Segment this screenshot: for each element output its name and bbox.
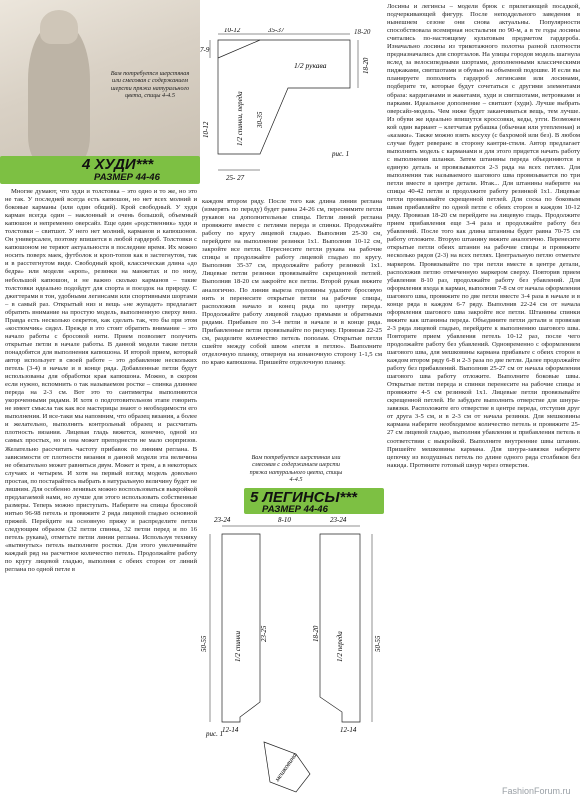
leg-bottom-left: 12-14 bbox=[222, 726, 239, 734]
leg-rise-right: 18-20 bbox=[312, 625, 320, 642]
leggings-size: РАЗМЕР 44-46 bbox=[262, 504, 328, 515]
pattern-top-left: 10-12 bbox=[224, 28, 241, 34]
leg-front-outline bbox=[320, 534, 360, 722]
raglan-line bbox=[218, 40, 260, 58]
pattern-right-label: 18-20 bbox=[354, 28, 371, 36]
model-hood bbox=[40, 10, 78, 44]
pattern-fig: рис. 1 bbox=[332, 150, 350, 158]
leg-top-left: 23-24 bbox=[214, 516, 231, 524]
pattern-body-height: 30-35 bbox=[256, 111, 264, 128]
hoodie-pattern bbox=[200, 28, 380, 196]
pattern-width: 25- 27 bbox=[226, 174, 245, 182]
leg-top-right: 23-24 bbox=[330, 516, 347, 524]
leg-right-label: 1/2 переда bbox=[336, 631, 344, 662]
pattern-body-label: 1/2 спинки, переда bbox=[236, 91, 244, 146]
pattern-hem: 10-12 bbox=[202, 121, 210, 138]
leggings-paragraph: Лосины и легинсы – модели брюк с прилегающей посадкой, подчеркивающей фигуру. После неподдельного заведения в нынешнем сезоне они снова актуальны. Популярности способствовала всемирная ностальгия по 90-м, а в те годы лосины считались по-настоящему культовым предметом гардероба. Изначально лосины из трикотажного полотна разной плотности предназначались для спортзалов. На улицы городов модель шагнула вслед за велосипедными шортами, дополненными классическими пиджаками, свитшотами и обувью на объемной подошве. И если вы планируете пополнить гардероб легинсами или лосинами, подберите те, которые будут сочетаться с другими элементами образа: кардиганами и жакетами, худи и свитшотами, ветровками и парками. Идеальное дополнение – свитшот (худи). Лучше выбрать оверсайз-модель. Чем ниже будет заканчиваться вещь, тем лучше. Из обуви же идеально впишутся кроссовки, кеды, угги. Возможен кой один вариант – клетчатая рубашка (обычная или утепленная) и «казаки». Также можно взять косуху (с бахромой или без). В любом случае будет реверанс в сторону кантри-стиля. Автор предлагает выполнить модель с карманами и для этого придется начать работу с выполнения шланки. Затем штанины переда объединяются в единую деталь и провязываются 2-3 ряда на всех петлях. Для выполнения так называемого шагового шва провязывается по три петли вместе в центре детали. Итак... Для штанины наберите на спицы 40-42 петли и продолжите работу резинкой 1x1. Лицевые петли провязывайте скрещенной петлей. Для соска по боковым швам прибавляйте по одной петле с обеих сторон в каждом 10-12 ряду. Провязав 18-20 см перейдите на лицевую гладь. Продолжите прием прибавления еще 3-4 раза и продолжайте работу без убавлений. После того как длина штанины будет равна 70-75 см работу отложите. Вторую штанину вяжите аналогично. Перенесите открытые петли обеих штанин на рабочие спицы и провяжите несколько рядов (2-3) на всех петлях. Центральную петлю отметьте маркером. Провязывайте по три петли вместе в центре детали, расположив петлю отмеченную маркером сверху. Повторив прием убавления 8-10 раз, продолжайте работу без убавлений. Для оформления входа в карман, выполнив 7-8 см от начала оформления шагового шва, провяжите по две петли вместе 3-4 раза в начале и в конце ряда в каждом 6-7 ряду. Выполнив 22-24 см от начала оформления шагового шва закройте все петли. Штанины спинки вяжите как штанины переда. Объедините петли детали и провязав 2-3 ряда лицевой гладью, перейдите к выполнению шагового шва. Повторите прием убавления петель 10-12 раз, после чего продолжайте работу без убавлений. Одновременно с оформлением шагового шва, для мешковины кармана прибавьте с обеих сторон в каждом втором ряду 6-8 и 2-3 раза по две петли. Далее продолжайте работу без прибавлений. Выполнив 25-27 см от начала оформления шагового шва работу отложите. Выполните боковые швы. Открытые петли переда и спинки перенесите на рабочие спицы и провяжите 4-5 см резинкой 1x1. Лицевые петли провязывайте скрещенной петлей. Не забудьте выполнить отверстие для шнура-завязки. Расположите его отверстие в центре переда, отступив друг от друга 3-5 см, и в 2-3 см от начала резинки. Для мешковины кармана наберите необходимое количество петель и провяжите 25-27 см лицевой гладью, выполняя убавления и прибавления петель в соответствии с выкройкой. Выполните внутренние швы штанин. Пришейте мешковины кармана. Для шнура-завязки наберите цепочку из воздушных петель по длине одного ряда столбиков без накида. Протяните готовый шнур через отверстия. bbox=[387, 3, 580, 469]
hoodie-materials: Вам потребуется шерстяная или смесовая с содержанием шерсти пряжа натурального цвета, спицы 4-4.5 bbox=[110, 70, 190, 100]
hoodie-paragraph-1: Многие думают, что худи и толстовка – это одно и то же, но это не так. У последней всегда есть капюшон, но нет всех молний и боковые карманы (или один общий). Крой свободный. У худи карман всегда один – наклонный и очень большой, объемный капюшон и непременно оверсайз. Еще один «родственник» худи и толстовки – свитшот. У него нет молний, карманов и капюшонов. Он универсален, поэтому впишется в любой гардероб. Толстовки с капюшоном не теряют актуальности в последние время. Их можно носить поверх маек, футболок и кроп-топов как в застегнутом, так и в расстегнутом виде. Свободный крой, классическая длина «до бедра» или модели «кроп», резинки на манжетах и по низу, небольшой капюшон, и не важно сколько карманов – такие толстовки идеально подойдут для спорта и поездок на природу. С джегтерами в тон, удобными легинсами или спортивными шортами – в самый раз. Открытый низ и вещь «не жупадет» предлагает обратить внимание на простую модель, выполненную сверху вниз. Правда есть несколько секретов, как сделать так, что бы при этом «костюмчик» сидел. Прежде в это стоит обратить внимание – это начало работы с бросовой нити. Прием позволяет получить открытые петли в начале работы. В данной модели такие петли понадобятся для выполнения капюшона. И второй прием, который автор использует в своей работе – это добавление нескольких петель (3-4) в начале и в конце ряда. Добавленные петли будут использованы для обработки края капюшона. Можно, в скором если нужно, вспомнить о так называемом ростке – спинка длиннее переда на 2-3 см. Вот это то сантиметры выполняются укороченными рядами. И хотя о подготовительном этапе говорить не имеет смысла так как все мастерицы знают о необходимости его выполнения. И все-таки мы напомним, что образец вязания, а более и желательно, выполнить контрольный образец и рассчитать плотность вязания. Лицевая гладь вяжется, конечно, одной из самых простых, но и она может преподнести не мало сюрпризов. Желательно рассчитать частоту прибавок по линиям реглана. В зависимости от плотности вязания в данной модели эта величина не обязательно может равняться двум. Может и трем, а в некоторых случаях и четырем. И хотя на первый взгляд модель довольно простая, по постарайтесь выбрать в натуральную величину будет не лишним. Для особенно ленивых можно воспользоваться выкройкой предлагаемой нами, но лучше для этого использовать собственные размеры. Теперь можно приступать. Наберите на спицы бросовой нитью 96-98 петель и провяжите 2 ряда лицевой гладью основной пряжей. Перейдите на основную пряжу и распределите петли следующим образом (32 петли спинка, 32 петли перед и по 16 петель рукава), отметьте петли линии реглана. Используя технику «вытянутых» петель выполните ростки. Для этого увеличивайте каждый ряд на расчетное количество петель. Продолжайте работу по кругу лицевой гладью, выполняя с обеих сторон от линий реглана по одной петле в bbox=[5, 188, 197, 574]
leggings-materials: Вам потребуется шерстяная или смесовая с содержанием шерсти пряжа натурального цвета, спицы 4-4.5 bbox=[249, 454, 343, 484]
pattern-cuff: 18-20 bbox=[362, 57, 370, 74]
leg-side-h1: 50-55 bbox=[200, 635, 208, 652]
leg-left-label: 1/2 спинки bbox=[234, 630, 242, 662]
pattern-raglan: 7-9 bbox=[200, 46, 210, 54]
leggings-text-col3 bbox=[387, 3, 580, 783]
pattern-sleeve-half: 1/2 рукава bbox=[294, 61, 327, 70]
leggings-title: 5 ЛЕГИНСЫ*** bbox=[250, 489, 357, 506]
hoodie-title: 4 ХУДИ*** bbox=[82, 156, 154, 173]
leg-fig: рис. 1 bbox=[206, 730, 224, 738]
watermark: FashionForum.ru bbox=[502, 786, 571, 796]
hoodie-paragraph-2: каждом втором ряду. После того как длина линии реглана (измерять по переду) будет равна 24-26 см, переснимите петли рукавов на дополнительные спицы. Петли линий реглана провяжите вместе с петлями переда и спинки. Продолжайте работу по кругу лицевой гладью. Выполнив 25-30 см, перейдите на выполнение резинки 1x1. Выполнив 10-12 см, закройте все петли. Переснесите петли рукава на рабочие спицы и продолжайте работу лицевой гладью по кругу. Выполнив 35-37 см, продолжайте работу резинкой 1x1. Лицевые петли резинки провязывайте скрещенной петлей. Выполнив 18-20 см закройте все петли. Второй рукав вяжите аналогично. По линии выреза горловины удалите бросовую нить и перенесите открытые петли на рабочие спицы, расположив начало и конец ряда по центру переда. Продолжайте работу лицевой гладью прямыми и обратными рядами. Прибавьте по 3-4 петли в начале и в конце ряда. Прибавленные петли провязывайте по рисунку. Провязав 22-25 см, разделите количество петель пополам. Открытые петли сшейте между собой швом «петля в петлю». Выполните отделочную планку, отвернув на изнаночную сторону 1-1,5 см по краю капюшона. Пришейте отделочную планку. bbox=[202, 198, 382, 366]
model-figure bbox=[28, 25, 90, 163]
leg-rise-left: 23-25 bbox=[260, 625, 268, 642]
leg-back-outline bbox=[222, 534, 260, 722]
leggings-pattern bbox=[200, 512, 385, 797]
hoodie-text-col2 bbox=[202, 198, 382, 438]
leg-top-mid: 8-10 bbox=[278, 516, 291, 524]
leg-side-h2: 50-55 bbox=[374, 635, 382, 652]
leg-bottom-right: 12-14 bbox=[340, 726, 357, 734]
hoodie-text-col1 bbox=[5, 188, 197, 788]
pattern-top-mid: 35-37 bbox=[268, 28, 285, 34]
leg-pocket: мешковина bbox=[273, 751, 299, 784]
hoodie-size: РАЗМЕР 44-46 bbox=[94, 172, 160, 183]
